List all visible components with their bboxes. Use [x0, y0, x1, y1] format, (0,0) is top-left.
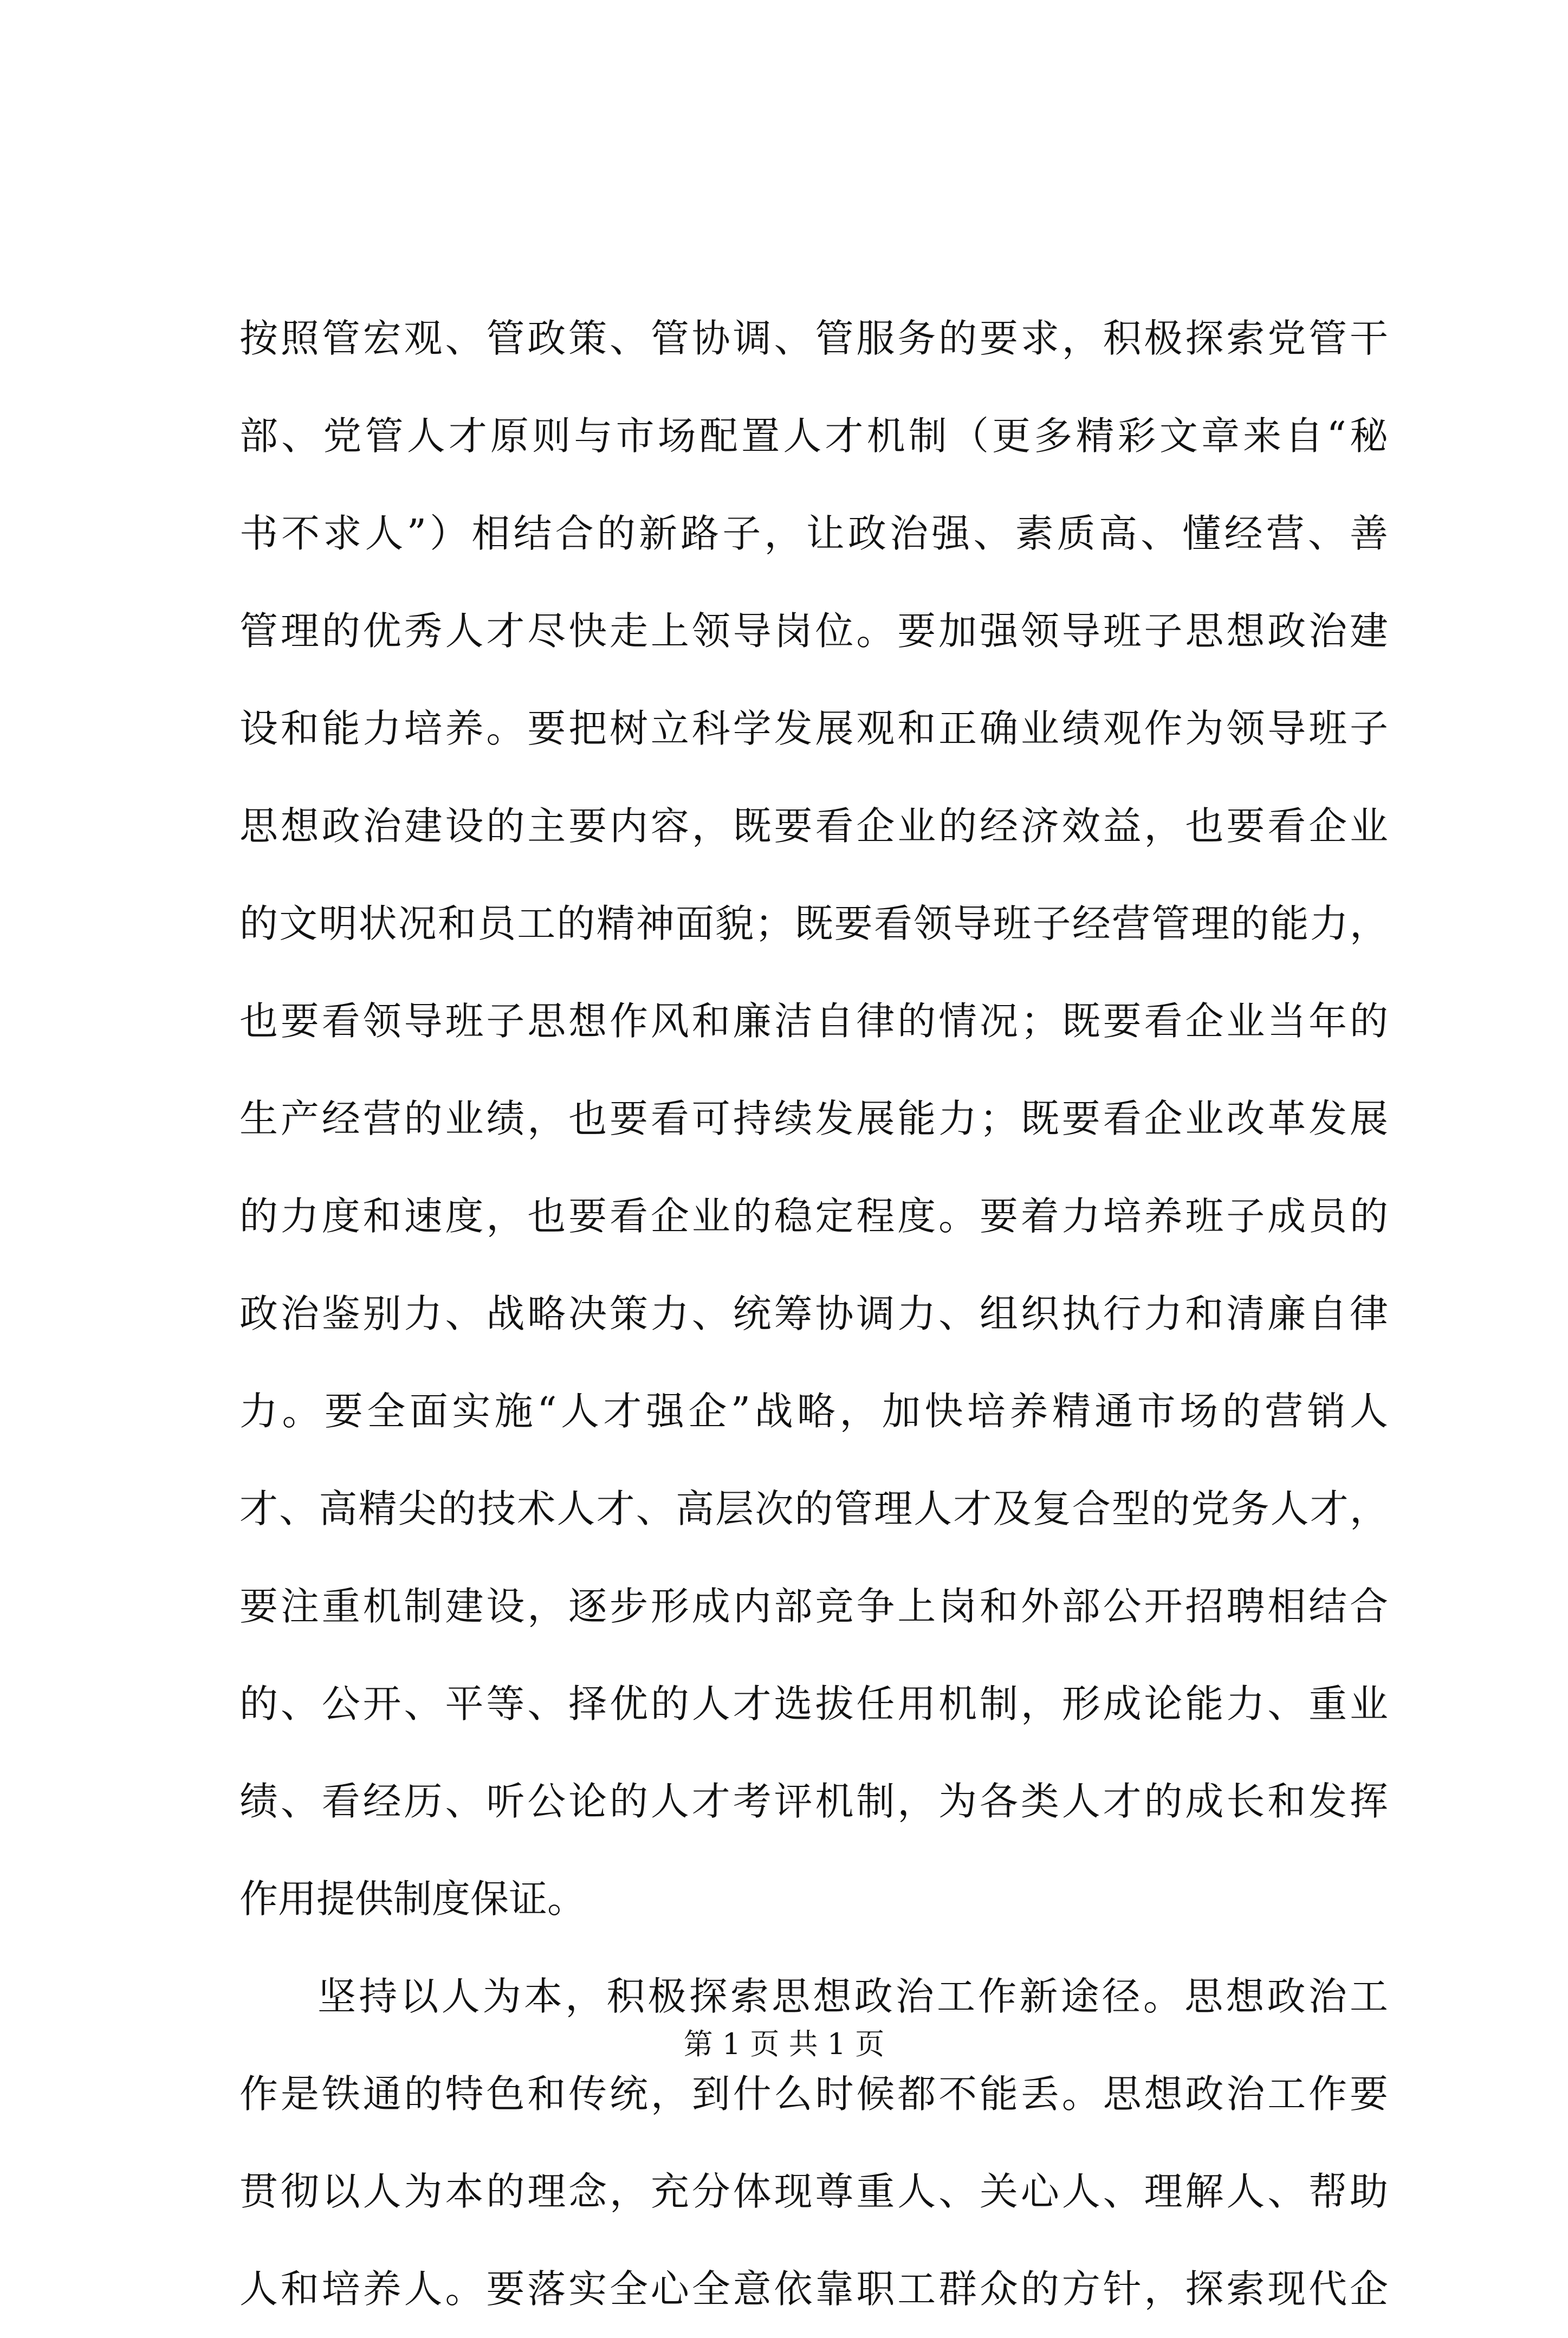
- page-footer: [0, 2023, 1568, 2066]
- text-line: 的力度和速度，也要看企业的稳定程度。要着力培养班子成员的: [239, 1194, 1388, 1239]
- text-line: 坚持以人为本，积极探索思想政治工作新途径。思想政治工: [318, 1974, 1388, 2019]
- text-line: 的文明状况和员工的精神面貌；既要看领导班子经营管理的能力，: [239, 901, 1388, 946]
- text-line: 才、高精尖的技术人才、高层次的管理人才及复合型的党务人才，: [239, 1486, 1388, 1531]
- text-line: 按照管宏观、管政策、管协调、管服务的要求，积极探索党管干: [239, 316, 1388, 361]
- text-line: 思想政治建设的主要内容，既要看企业的经济效益，也要看企业: [239, 804, 1388, 849]
- text-line: 作是铁通的特色和传统，到什么时候都不能丢。思想政治工作要: [239, 2071, 1388, 2116]
- text-line: 政治鉴别力、战略决策力、统筹协调力、组织执行力和清廉自律: [239, 1291, 1388, 1336]
- paragraph: [239, 290, 1388, 1948]
- page-number: 第 1 页 共 1 页: [683, 2027, 885, 2061]
- text-line: 管理的优秀人才尽快走上领导岗位。要加强领导班子思想政治建: [239, 608, 1388, 653]
- text-line: 生产经营的业绩，也要看可持续发展能力；既要看企业改革发展: [239, 1096, 1388, 1141]
- text-line: 部、党管人才原则与市场配置人才机制（更多精彩文章来自“秘: [239, 413, 1388, 458]
- paragraph: [239, 1948, 1388, 2338]
- text-line: 书不求人”）相结合的新路子，让政治强、素质高、懂经营、善: [239, 511, 1388, 556]
- text-line: 作用提供制度保证。: [239, 1876, 586, 1921]
- text-line: 绩、看经历、听公论的人才考评机制，为各类人才的成长和发挥: [239, 1779, 1388, 1824]
- text-line: 人和培养人。要落实全心全意依靠职工群众的方针，探索现代企: [239, 2266, 1388, 2311]
- text-line: 设和能力培养。要把树立科学发展观和正确业绩观作为领导班子: [239, 706, 1388, 751]
- text-line: 要注重机制建设，逐步形成内部竞争上岗和外部公开招聘相结合: [239, 1584, 1388, 1629]
- text-line: 力。要全面实施“人才强企”战略，加快培养精通市场的营销人: [239, 1389, 1388, 1434]
- text-line: 贯彻以人为本的理念，充分体现尊重人、关心人、理解人、帮助: [239, 2169, 1388, 2214]
- text-line: 也要看领导班子思想作风和廉洁自律的情况；既要看企业当年的: [239, 999, 1388, 1044]
- text-line: 的、公开、平等、择优的人才选拔任用机制，形成论能力、重业: [239, 1681, 1388, 1726]
